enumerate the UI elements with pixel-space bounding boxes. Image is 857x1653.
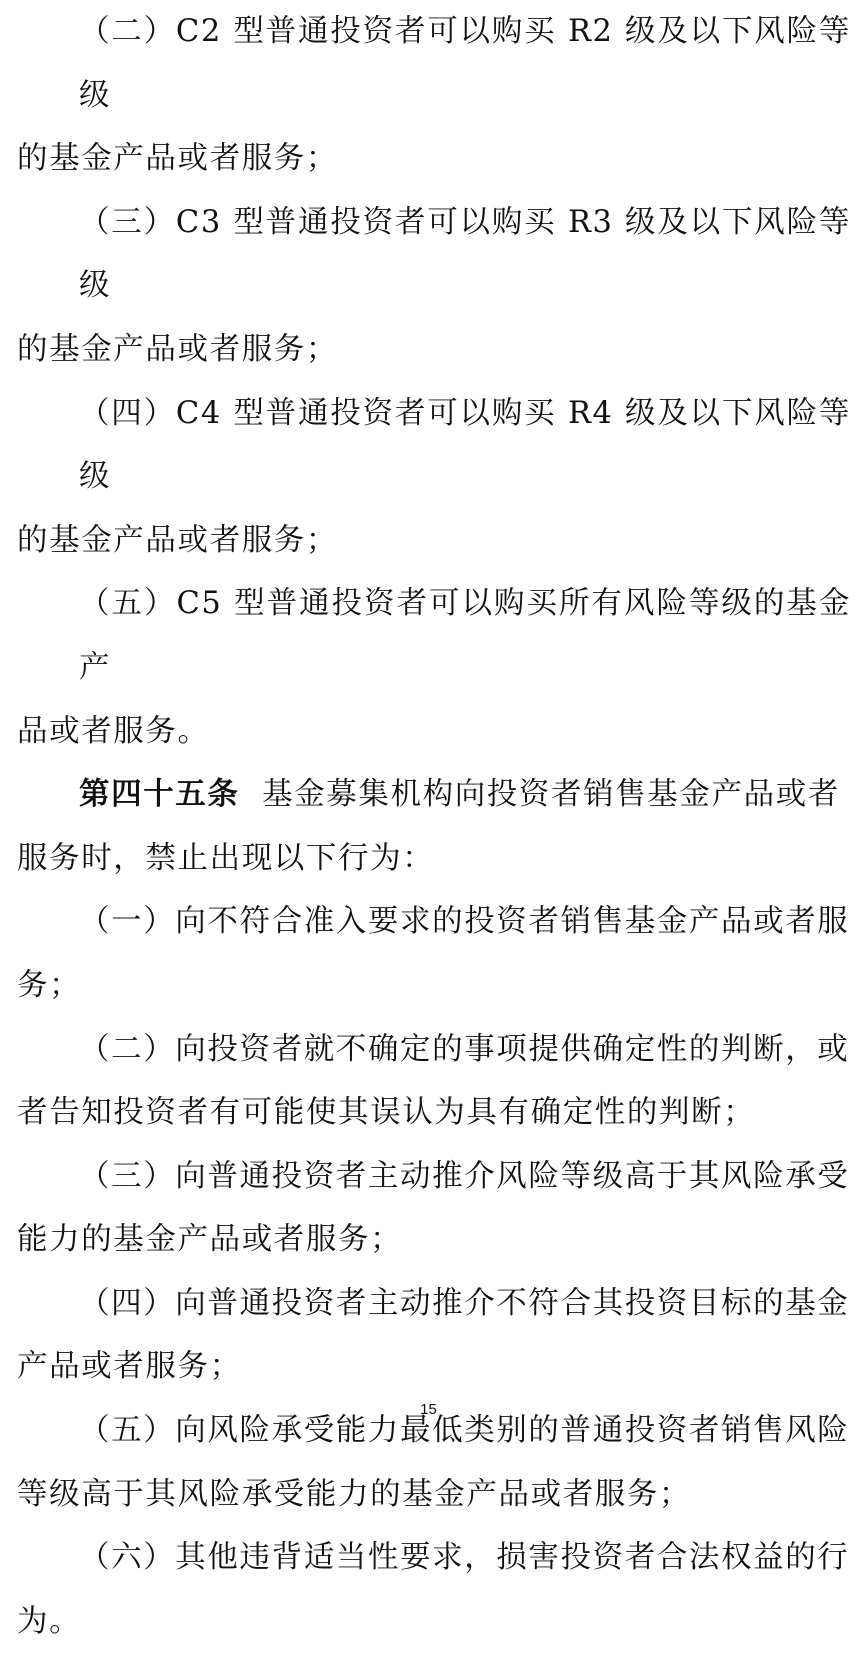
paragraph-line: 品或者服务。: [17, 713, 210, 749]
paragraph-item-6: [17, 1526, 851, 1653]
paragraph-item-4-c4: [17, 382, 851, 573]
paragraph-item-4: [17, 1272, 851, 1399]
paragraph-line: （三）向普通投资者主动推介风险等级高于其风险承受: [79, 1158, 850, 1194]
paragraph-line: （四）向普通投资者主动推介不符合其投资目标的基金: [79, 1285, 850, 1321]
paragraph-line: 者告知投资者有可能使其误认为具有确定性的判断；: [17, 1095, 756, 1131]
paragraph-line: （二）向投资者就不确定的事项提供确定性的判断，或: [79, 1031, 850, 1067]
paragraph-line: 能力的基金产品或者服务；: [17, 1222, 403, 1258]
article-title: 第四十五条: [79, 777, 240, 813]
article-45-paragraph: [17, 763, 851, 890]
paragraph-line: （三）C3 型普通投资者可以购买 R3 级及以下风险等级: [79, 204, 851, 304]
paragraph-line: （五）C5 型普通投资者可以购买所有风险等级的基金产: [79, 586, 851, 685]
paragraph-item-2: [17, 1018, 851, 1145]
paragraph-line: 为。: [17, 1603, 82, 1639]
paragraph-item-3: [17, 1145, 851, 1272]
paragraph-line: 的基金产品或者服务；: [17, 331, 338, 367]
paragraph-line: （四）C4 型普通投资者可以购买 R4 级及以下风险等级: [79, 395, 851, 495]
paragraph-line: （二）C2 型普通投资者可以购买 R2 级及以下风险等级: [79, 14, 851, 113]
paragraph-line: 服务时，禁止出现以下行为：: [17, 840, 435, 876]
paragraph-line: 的基金产品或者服务；: [17, 141, 338, 177]
paragraph-item-5-c5: [17, 572, 851, 763]
paragraph-line: （六）其他违背适当性要求，损害投资者合法权益的行: [79, 1540, 850, 1576]
paragraph-line: 产品或者服务；: [17, 1349, 242, 1385]
paragraph-item-1: [17, 890, 851, 1017]
paragraph-line: [17, 763, 851, 827]
paragraph-line: 务；: [17, 967, 82, 1003]
paragraph-line: （五）向风险承受能力最低类别的普通投资者销售风险: [79, 1413, 850, 1449]
paragraph-item-3-c3: [17, 191, 851, 382]
paragraph-line: 等级高于其风险承受能力的基金产品或者服务；: [17, 1476, 692, 1512]
page-number: 15: [420, 1401, 437, 1418]
article-text: 基金募集机构向投资者销售基金产品或者: [262, 777, 840, 813]
paragraph-item-2-c2: [17, 0, 851, 191]
paragraph-line: 的基金产品或者服务；: [17, 522, 338, 558]
paragraph-line: （一）向不符合准入要求的投资者销售基金产品或者服: [79, 904, 850, 940]
